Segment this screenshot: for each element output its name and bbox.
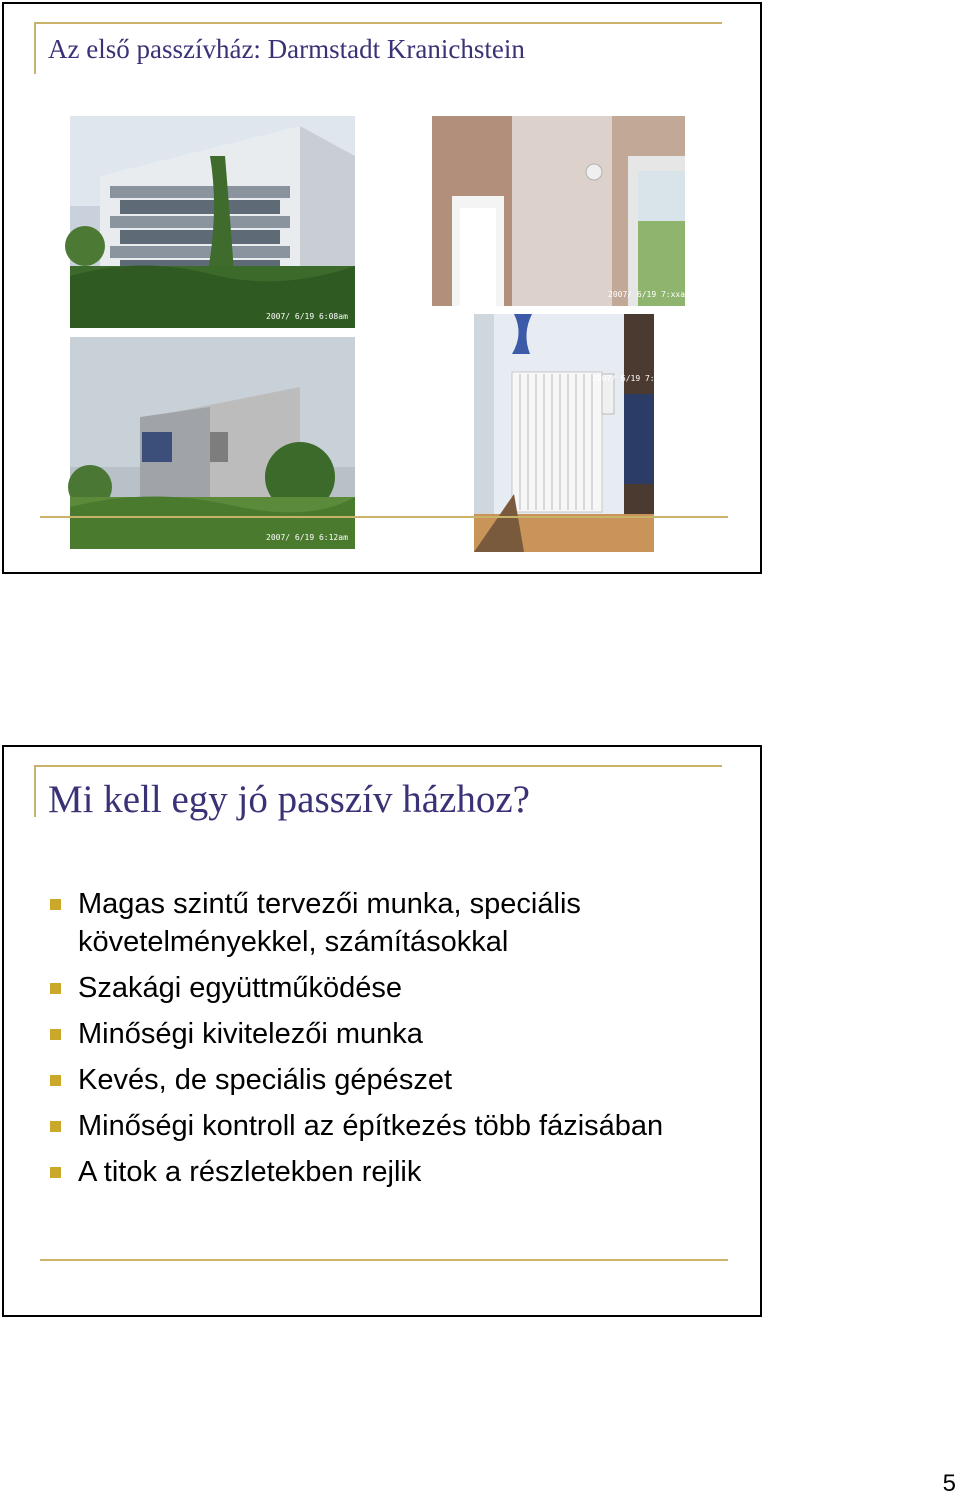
list-item bbox=[48, 885, 748, 961]
photo-timestamp: 2007/ 6/19 6:08am bbox=[266, 312, 348, 321]
bullet-text: Minőségi kivitelezői munka bbox=[78, 1018, 423, 1050]
photo-timestamp: 2007/ 6/19 7:xxam bbox=[592, 374, 674, 383]
bullet-square-icon bbox=[50, 1029, 61, 1040]
bullet-text: A titok a részletekben rejlik bbox=[78, 1156, 422, 1188]
photo-interior-window bbox=[432, 116, 690, 306]
title-decoration-line bbox=[34, 22, 722, 24]
bullet-list bbox=[48, 885, 748, 1199]
bullet-square-icon bbox=[50, 1121, 61, 1132]
slide-title: Mi kell egy jó passzív házhoz? bbox=[48, 778, 530, 821]
bullet-text: Kevés, de speciális gépészet bbox=[78, 1064, 452, 1096]
list-item bbox=[48, 1061, 748, 1099]
bullet-square-icon bbox=[50, 983, 61, 994]
list-item bbox=[48, 1015, 748, 1053]
bullet-text: Magas szintű tervezői munka, speciális követelményekkel, számításokkal bbox=[78, 888, 581, 958]
bullet-text: Szakági együttműködése bbox=[78, 972, 403, 1004]
list-item bbox=[48, 969, 748, 1007]
slide-1 bbox=[2, 2, 762, 574]
bullet-text: Minőségi kontroll az építkezés több fázisában bbox=[78, 1110, 664, 1142]
slide-title: Az első passzívház: Darmstadt Kranichstein bbox=[48, 34, 525, 64]
slide-2 bbox=[2, 745, 762, 1317]
bottom-rule bbox=[40, 1259, 728, 1261]
bullet-square-icon bbox=[50, 1167, 61, 1178]
title-decoration-bar bbox=[34, 22, 36, 74]
bottom-rule bbox=[40, 516, 728, 518]
title-decoration-bar bbox=[34, 765, 36, 817]
list-item bbox=[48, 1107, 748, 1145]
photo-timestamp: 2007/ 6/19 6:12am bbox=[266, 533, 348, 542]
photo-exterior-front bbox=[70, 116, 355, 328]
bullet-square-icon bbox=[50, 1075, 61, 1086]
list-item bbox=[48, 1153, 748, 1191]
photo-timestamp: 2007/ 6/19 7:xxam bbox=[608, 290, 690, 299]
title-decoration-line bbox=[34, 765, 722, 767]
bullet-square-icon bbox=[50, 899, 61, 910]
page-number: 5 bbox=[942, 1470, 956, 1497]
